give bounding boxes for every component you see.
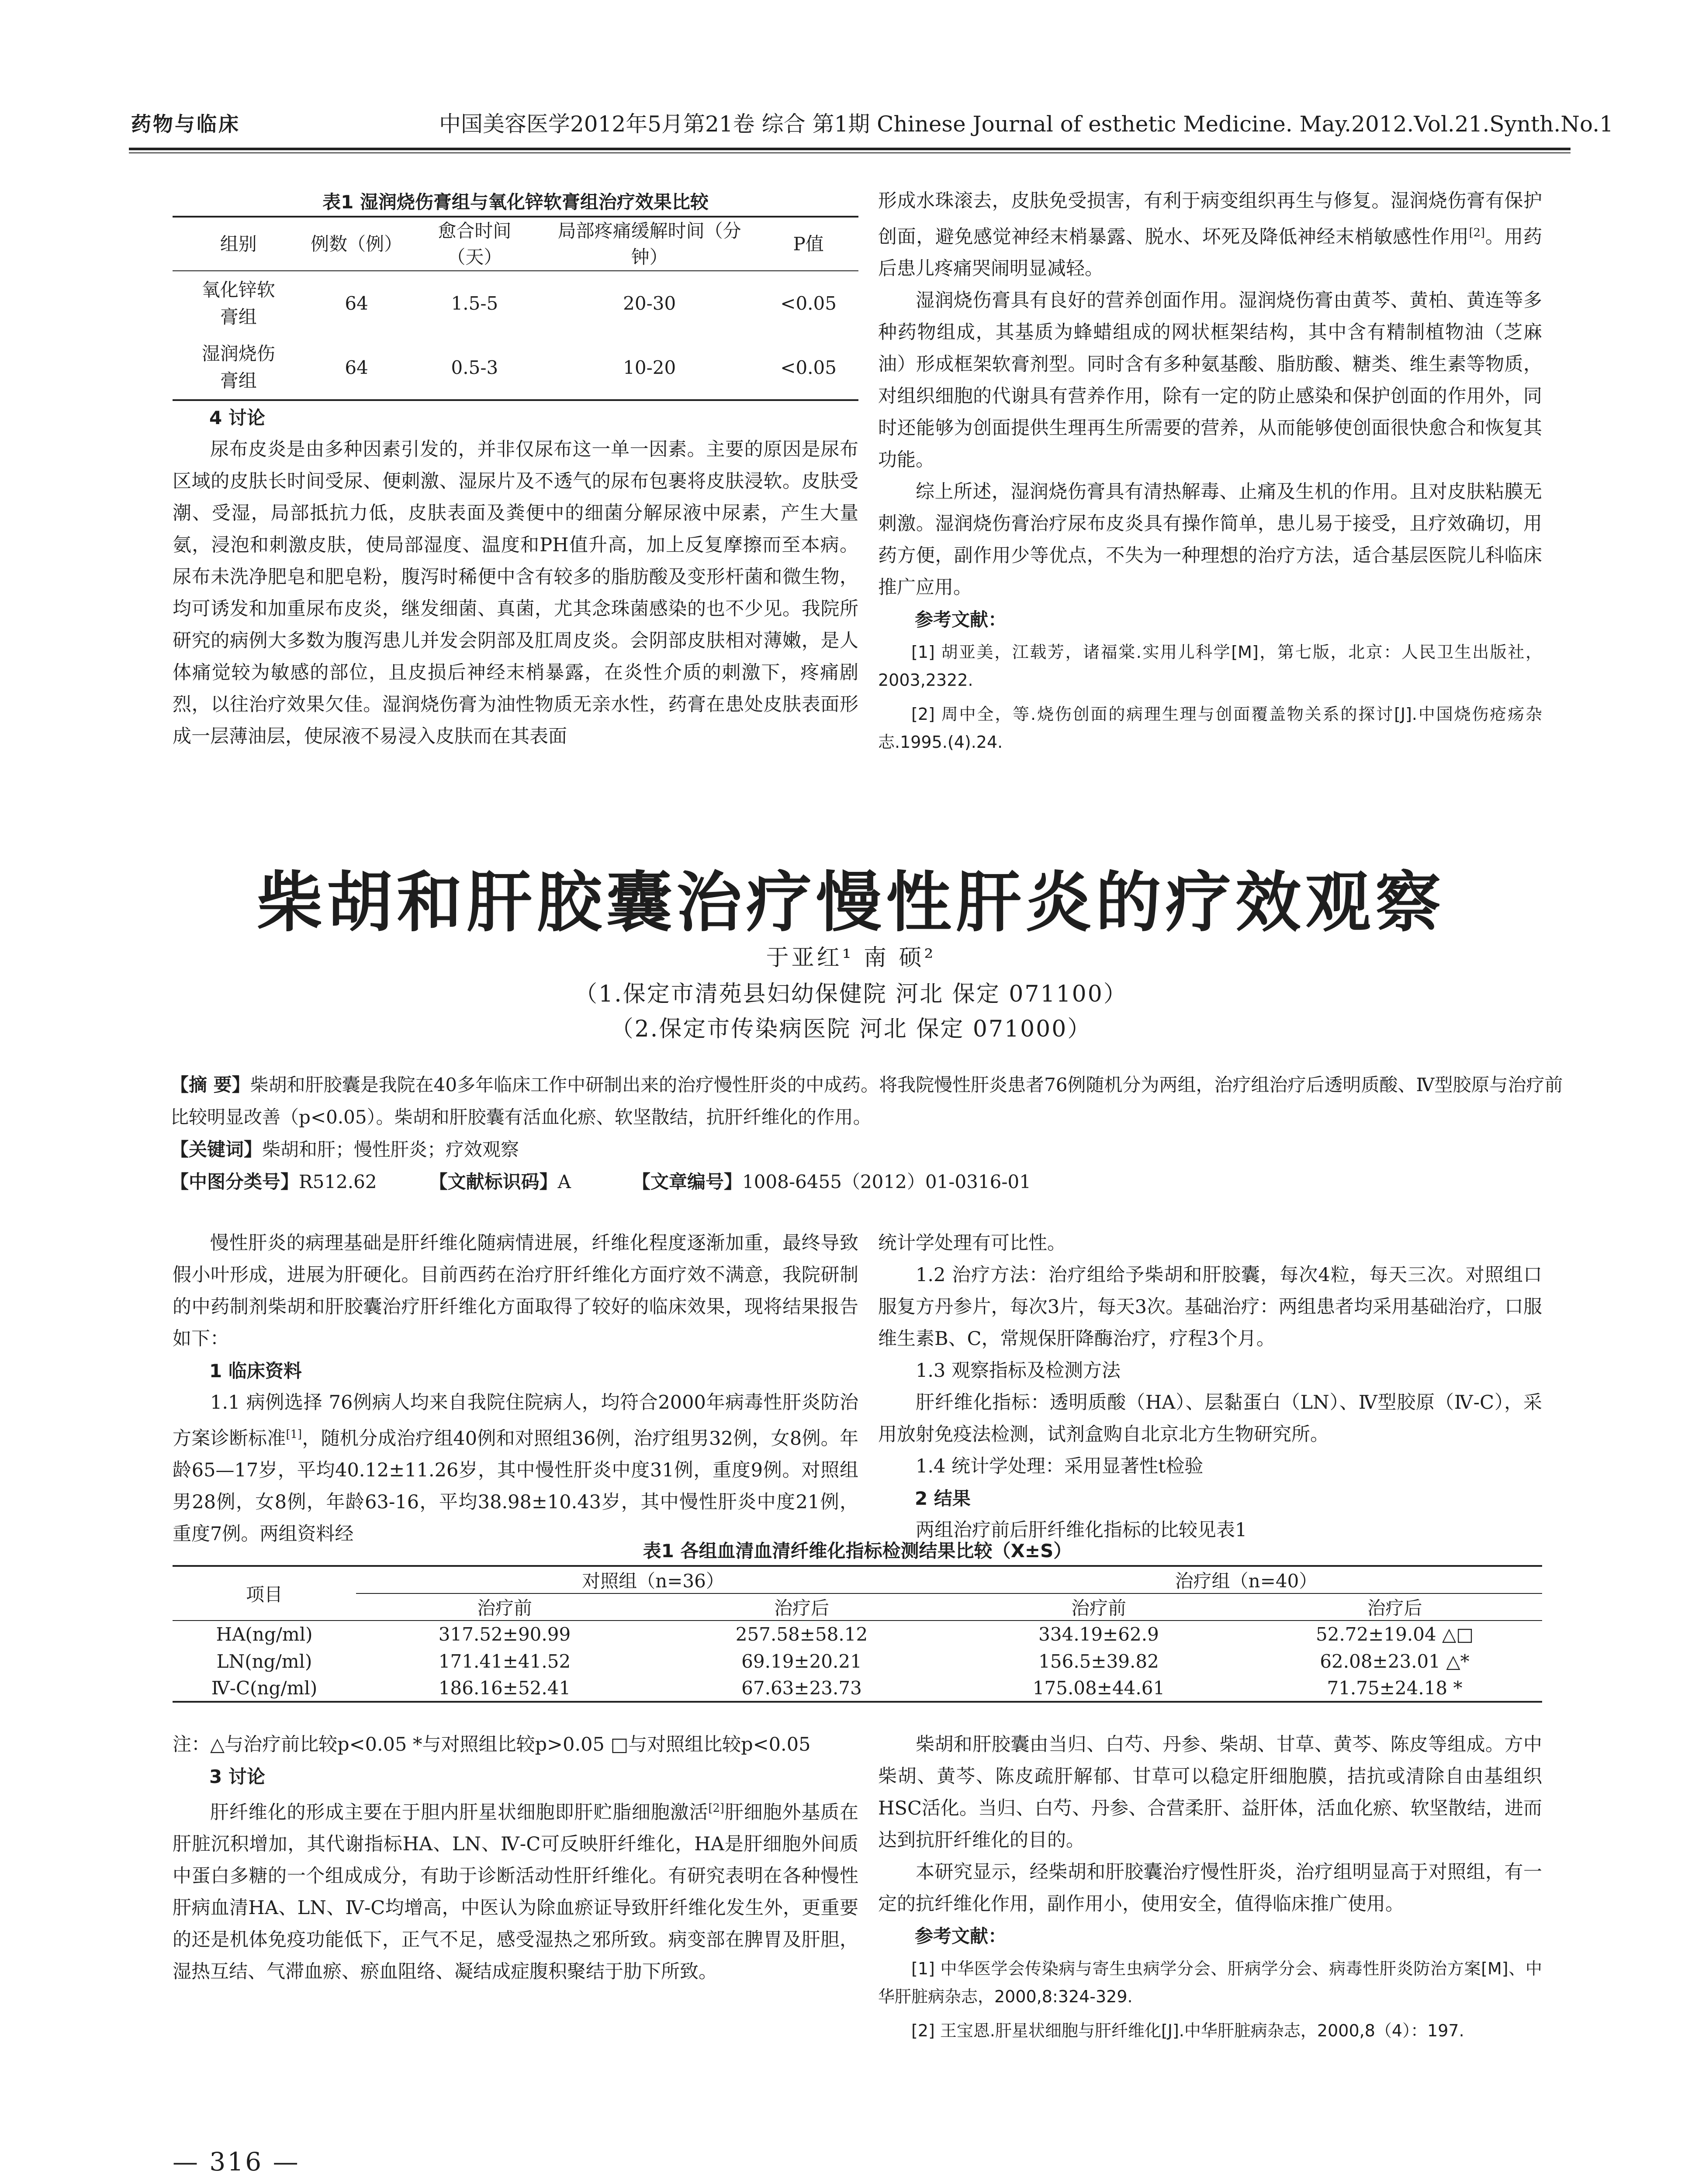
references-heading: 参考文献：	[915, 609, 1007, 631]
section-heading: 2 结果	[915, 1488, 971, 1509]
paragraph: 1.2 治疗方法：治疗组给予柴胡和肝胶囊，每次4粒，每天三次。对照组口服复方丹参片，每次3片，每天3次。基础治疗：两组患者均采用基础治疗，口服维生素B、C，常规保肝降酶治疗，疗程3个月。	[878, 1264, 1542, 1350]
table-note: 注：△与治疗前比较p<0.05 *与对照组比较p>0.05 □与对照组比较p<0.05	[173, 1734, 811, 1755]
article-title: 柴胡和肝胶囊治疗慢性肝炎的疗效观察	[256, 865, 1445, 941]
section-heading: 4 讨论	[209, 407, 265, 429]
paragraph: 统计学处理有可比性。	[878, 1232, 1066, 1254]
paragraph: 1.1 病例选择 76例病人均来自我院住院病人，均符合2000年病毒性肝炎防治方案诊断标准[1]，随机分成治疗组40例和对照组36例，治疗组男32例，女8例。年龄65—17岁，平均40.12±11.26岁，其中慢性肝炎中度31例，重度9例。对照组男28例，女8例，年龄63-16，平均38.98±10.43岁，其中慢性肝炎中度21例，重度7例。两组资料经	[173, 1392, 859, 1545]
top-table-header: P值	[793, 233, 824, 255]
paragraph: 本研究显示，经柴胡和肝胶囊治疗慢性肝炎，治疗组明显高于对照组，有一定的抗纤维化作用，副作用小，使用安全，值得临床推广使用。	[878, 1861, 1542, 1915]
affiliation: （1.保定市清苑县妇幼保健院 河北 保定 071100）	[574, 981, 1128, 1007]
table-cell: 1.5-5	[451, 293, 498, 314]
article-right-column	[878, 1227, 1542, 1546]
table-row	[173, 1648, 1542, 1675]
reference-item: [2] 周中全，等.烧伤创面的病理生理与创面覆盖物关系的探讨[J].中国烧伤疮疡杂志.1995.(4).24.	[878, 705, 1542, 752]
discussion-right-column	[878, 1729, 1542, 2045]
table-cell: 20-30	[623, 293, 676, 314]
reference-item: [1] 中华医学会传染病与寄生虫病学分会、肝病学分会、病毒性肝炎防治方案[M]、中华肝脏病杂志，2000,8:324-329.	[878, 1959, 1542, 2006]
reference-item: [2] 王宝恩.肝星状细胞与肝纤维化[J].中华肝脏病杂志，2000,8（4）：197.	[911, 2021, 1464, 2040]
results-table-caption: 表1 各组血清血清纤维化指标检测结果比较（X±S）	[643, 1540, 1072, 1562]
table-cell: 334.19±62.9	[1038, 1624, 1159, 1645]
running-section-title: 药物与临床	[131, 112, 240, 136]
paragraph: 慢性肝炎的病理基础是肝纤维化随病情进展，纤维化程度逐渐加重，最终导致假小叶形成，进展为肝硬化。目前西药在治疗肝纤维化方面疗效不满意，我院研制的中药制剂柴胡和肝胶囊治疗肝纤维化方面取得了较好的临床效果，现将结果报告如下：	[173, 1232, 858, 1350]
table-cell: 62.08±23.01 △*	[1320, 1650, 1470, 1672]
journal-citation-line: 中国美容医学2012年5月第21卷 综合 第1期 Chinese Journal of esthetic Medicine. May.2012.Vol.21.Synth.No.1	[439, 111, 1613, 137]
clc-code: R512.62	[299, 1171, 377, 1192]
table-row	[173, 1675, 1542, 1702]
table-cell: HA(ng/ml)	[216, 1624, 313, 1645]
table-subheader: 治疗后	[774, 1597, 829, 1619]
table-cell: 10-20	[623, 356, 676, 378]
table-cell: 317.52±90.99	[438, 1624, 571, 1645]
top-table-caption: 表1 湿润烧伤膏组与氧化锌软膏组治疗效果比较	[322, 191, 709, 213]
article-left-column	[173, 1227, 858, 1550]
page-number: — 316 —	[173, 2147, 300, 2177]
table-cell: 湿润烧伤膏组	[201, 343, 275, 391]
table-cell: 257.58±58.12	[735, 1624, 868, 1645]
table-cell: 186.16±52.41	[438, 1677, 571, 1699]
table-cell: Ⅳ-C(ng/ml)	[211, 1677, 318, 1699]
discussion-left-column	[173, 1729, 858, 1988]
paragraph: 综上所述，湿润烧伤膏具有清热解毒、止痛及生机的作用。且对皮肤粘膜无刺激。湿润烧伤膏治疗尿布皮炎具有操作简单，患儿易于接受，且疗效确切，用药方便，副作用少等优点，不失为一种理想的治疗方法，适合基层医院儿科临床推广应用。	[878, 481, 1542, 599]
paragraph: 湿润烧伤膏具有良好的营养创面作用。湿润烧伤膏由黄芩、黄柏、黄连等多种药物组成，其基质为蜂蜡组成的网状框架结构，其中含有精制植物油（芝麻油）形成框架软膏剂型。同时含有多种氨基酸、脂肪酸、糖类、维生素等物质，对组织细胞的代谢具有营养作用，除有一定的防止感染和保护创面的作用外，同时还能够为创面提供生理再生所需要的营养，从而能够使创面很快愈合和恢复其功能。	[878, 290, 1542, 471]
table-cell: <0.05	[780, 293, 837, 314]
header-rule-thin	[129, 152, 1571, 153]
table-header-control: 对照组（n=36）	[356, 1566, 950, 1593]
doc-code: A	[557, 1171, 571, 1192]
table-subheader: 治疗后	[1367, 1597, 1422, 1619]
table-cell: 67.63±23.73	[741, 1677, 862, 1699]
table-cell: 64	[345, 356, 368, 378]
top-table-header: 组别	[220, 233, 257, 255]
table-cell: 52.72±19.04 △□	[1316, 1624, 1474, 1645]
authors: 于亚红¹ 南 硕²	[766, 945, 936, 971]
paragraph: 形成水珠滚去，皮肤免受损害，有利于病变组织再生与修复。湿润烧伤膏有保护创面，避免感觉神经末梢暴露、脱水、坏死及降低神经末梢敏感性作用[2]。用药后患儿疼痛哭闹明显减轻。	[878, 190, 1543, 280]
table-header-item: 项目	[173, 1566, 356, 1621]
reference-item: [1] 胡亚美，江载芳，诸福棠.实用儿科学[M]，第七版，北京：人民卫生出版社，2003,2322.	[878, 643, 1542, 690]
results-table	[173, 1565, 1542, 1703]
abstract-block	[170, 1069, 1568, 1198]
table-cell: 64	[345, 293, 368, 314]
classification-line: 【中图分类号】R512.62 【文献标识码】A 【文章编号】1008-6455（2012）01-0316-01	[170, 1171, 1031, 1192]
paragraph: 1.4 统计学处理：采用显著性t检验	[916, 1455, 1204, 1477]
table-cell: 71.75±24.18 *	[1327, 1677, 1463, 1699]
table-cell: 156.5±39.82	[1038, 1650, 1159, 1672]
prev-right-column	[878, 185, 1542, 756]
paragraph: 肝纤维化的形成主要在于胆内肝星状细胞即肝贮脂细胞激活[2]肝细胞外基质在肝脏沉积增加，其代谢指标HA、LN、Ⅳ-C可反映肝纤维化，HA是肝细胞外间质中蛋白多糖的一个组成成分，有助于诊断活动性肝纤维化。有研究表明在各种慢性肝病血清HA、LN、Ⅳ-C均增高，中医认为除血瘀证导致肝纤维化发生外，更重要的还是机体免疫功能低下，正气不足，感受湿热之邪所致。病变部在脾胃及肝胆，湿热互结、气滞血瘀、瘀血阻络、凝结成症腹积聚结于肋下所致。	[173, 1801, 859, 1983]
table-cell: 0.5-3	[451, 356, 498, 378]
table-subheader: 治疗前	[477, 1597, 532, 1619]
header-rule	[129, 148, 1571, 150]
article-number: 1008-6455（2012）01-0316-01	[742, 1171, 1031, 1192]
prev-left-column	[173, 402, 858, 753]
keywords: 【关键词】柴胡和肝；慢性肝炎；疗效观察	[170, 1139, 519, 1160]
table-cell: 69.19±20.21	[741, 1650, 862, 1672]
section-heading: 3 讨论	[209, 1766, 265, 1787]
table-cell: 175.08±44.61	[1032, 1677, 1165, 1699]
paragraph: 两组治疗前后肝纤维化指标的比较见表1	[916, 1519, 1247, 1541]
table-cell: 氧化锌软膏组	[201, 279, 275, 328]
table-subheader: 治疗前	[1071, 1597, 1126, 1619]
top-table-header: 愈合时间（天）	[438, 220, 512, 268]
table-cell: LN(ng/ml)	[216, 1650, 312, 1672]
table-cell: <0.05	[780, 356, 837, 378]
subsection-heading: 1.3 观察指标及检测方法	[916, 1360, 1121, 1382]
paragraph: 柴胡和肝胶囊由当归、白芍、丹参、柴胡、甘草、黄芩、陈皮等组成。方中柴胡、黄芩、陈皮疏肝解郁、甘草可以稳定肝细胞膜，拮抗或清除自由基组织HSC活化。当归、白芍、丹参、合营柔肝、益肝体，活血化瘀、软坚散结，进而达到抗肝纤维化的目的。	[878, 1734, 1542, 1851]
paragraph: 肝纤维化指标：透明质酸（HA）、层黏蛋白（LN）、Ⅳ型胶原（Ⅳ-C），采用放射免疫法检测，试剂盒购自北京北方生物研究所。	[878, 1392, 1542, 1445]
affiliation: （2.保定市传染病医院 河北 保定 071000）	[610, 1016, 1092, 1042]
top-table-header: 例数（例）	[311, 233, 403, 255]
paragraph: 尿布皮炎是由多种因素引发的，并非仅尿布这一单一因素。主要的原因是尿布区域的皮肤长时间受尿、便刺激、湿尿片及不透气的尿布包裹将皮肤浸软。皮肤受潮、受湿，局部抵抗力低，皮肤表面及粪便中的细菌分解尿液中尿素，产生大量氨，浸泡和刺激皮肤，使局部湿度、温度和PH值升高，加上反复摩擦而至本病。尿布未洗净肥皂和肥皂粉，腹泻时稀便中含有较多的脂肪酸及变形杆菌和微生物，均可诱发和加重尿布皮炎，继发细菌、真菌，尤其念珠菌感染的也不少见。我院所研究的病例大多数为腹泻患儿并发会阴部及肛周皮炎。会阴部皮肤相对薄嫩，是人体痛觉较为敏感的部位，且皮损后神经末梢暴露，在炎性介质的刺激下，疼痛剧烈，以往治疗效果欠佳。湿润烧伤膏为油性物质无亲水性，药膏在患处皮肤表面形成一层薄油层，使尿液不易浸入皮肤而在其表面	[173, 439, 858, 747]
top-table-header: 局部疼痛缓解时间（分钟）	[557, 220, 741, 268]
table-cell: 171.41±41.52	[438, 1650, 571, 1672]
section-heading: 1 临床资料	[209, 1360, 302, 1382]
table-row	[173, 1621, 1542, 1648]
abstract: 【摘 要】柴胡和肝胶囊是我院在40多年临床工作中研制出来的治疗慢性肝炎的中成药。将我院慢性肝炎患者76例随机分为两组，治疗组治疗后透明质酸、Ⅳ型胶原与治疗前比较明显改善（p<0.05）。柴胡和肝胶囊有活血化瘀、软坚散结，抗肝纤维化的作用。	[170, 1074, 1563, 1128]
table-header-treatment: 治疗组（n=40）	[950, 1566, 1542, 1593]
references-heading: 参考文献：	[915, 1925, 1007, 1947]
top-table	[173, 216, 858, 401]
